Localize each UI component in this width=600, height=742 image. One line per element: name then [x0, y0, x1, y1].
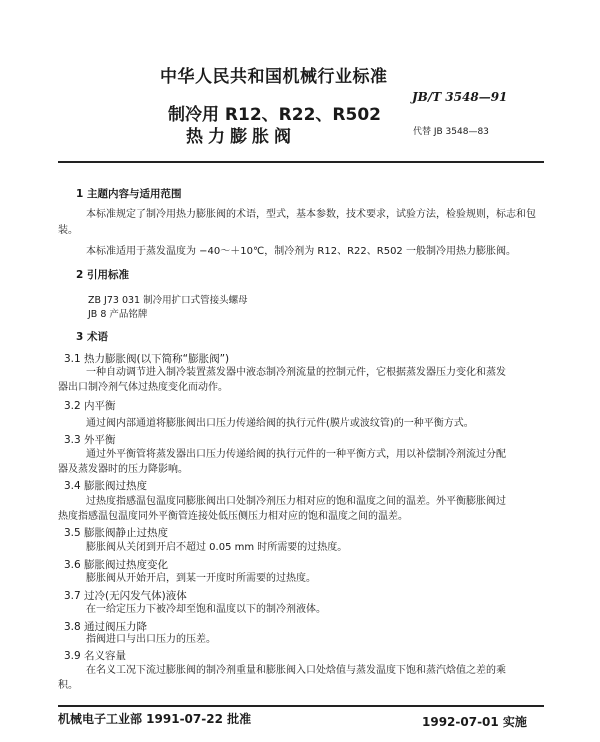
header-rule	[58, 161, 544, 163]
term-3-3-text: 通过外平衡管将蒸发器出口压力传递给阀的执行元件的一种平衡方式，用以补偿制冷剂流过分配	[86, 449, 506, 460]
term-3-3-text: 器及蒸发器时的压力降影响。	[58, 464, 188, 475]
industry-standard-heading: 中华人民共和国机械行业标准	[160, 67, 388, 87]
term-3-4-text: 热度指感温包温度同外平衡管连接处低压侧压力相对应的饱和温度之间的温差。	[58, 511, 408, 522]
replaces-standard: 代替 JB 3548—83	[413, 127, 489, 137]
term-3-9-heading: 3.9 名义容量	[64, 650, 127, 662]
term-3-7-heading: 3.7 过冷(无闪发气体)液体	[64, 590, 187, 602]
section-1-para2: 本标准适用于蒸发温度为 −40～＋10℃，制冷剂为 R12、R22、R502 一般制冷用热力膨胀阀。	[86, 246, 516, 257]
term-3-6-heading: 3.6 膨胀阀过热度变化	[64, 559, 169, 571]
term-3-2-text: 通过阀内部通道将膨胀阀出口压力传递给阀的执行元件(膜片或波纹管)的一种平衡方式。	[86, 418, 474, 429]
term-3-5-text: 膨胀阀从关闭到开启不超过 0.05 mm 时所需要的过热度。	[86, 542, 348, 553]
effective-date: 1992-07-01 实施	[422, 715, 527, 729]
term-3-7-text: 在一给定压力下被冷却至饱和温度以下的制冷剂液体。	[86, 604, 326, 615]
approval-line: 机械电子工业部 1991-07-22 批准	[58, 712, 252, 726]
term-3-9-text: 积。	[58, 680, 78, 691]
term-3-9-text: 在名义工况下流过膨胀阀的制冷剂重量和膨胀阀入口处焓值与蒸发温度下饱和蒸汽焓值之差的乘	[86, 665, 506, 676]
term-3-1-heading: 3.1 热力膨胀阀(以下简称“膨胀阀”)	[64, 353, 230, 365]
term-3-3-heading: 3.3 外平衡	[64, 434, 116, 446]
term-3-1-text: 器出口制冷剂气体过热度变化而动作。	[58, 382, 228, 393]
reference-item: JB 8 产品铭牌	[88, 309, 148, 320]
document-title-line1: 制冷用 R12、R22、R502	[168, 105, 381, 125]
footer-rule	[58, 705, 544, 707]
reference-item: ZB J73 031 制冷用扩口式管接头螺母	[88, 295, 248, 306]
term-3-5-heading: 3.5 膨胀阀静止过热度	[64, 527, 169, 539]
section-2-heading: 2 引用标准	[76, 269, 129, 281]
section-3-heading: 3 术语	[76, 331, 108, 343]
standard-code: JB/T 3548—91	[412, 90, 508, 104]
term-3-8-heading: 3.8 通过阀压力降	[64, 621, 148, 633]
document-title-line2: 热力膨胀阀	[186, 127, 296, 147]
section-1-heading: 1 主题内容与适用范围	[76, 188, 182, 200]
term-3-4-heading: 3.4 膨胀阀过热度	[64, 480, 148, 492]
term-3-1-text: 一种自动调节进入制冷装置蒸发器中液态制冷剂流量的控制元件，它根据蒸发器压力变化和蒸发	[86, 367, 506, 378]
term-3-2-heading: 3.2 内平衡	[64, 400, 116, 412]
term-3-4-text: 过热度指感温包温度同膨胀阀出口处制冷剂压力相对应的饱和温度之间的温差。外平衡膨胀阀过	[86, 496, 506, 507]
term-3-6-text: 膨胀阀从开始开启，到某一开度时所需要的过热度。	[86, 573, 316, 584]
section-1-para1-line2: 装。	[58, 225, 78, 236]
section-1-para1-line1: 本标准规定了制冷用热力膨胀阀的术语，型式，基本参数，技术要求，试验方法，检验规则，标志和包	[86, 209, 536, 220]
term-3-8-text: 指阀进口与出口压力的压差。	[86, 634, 216, 645]
